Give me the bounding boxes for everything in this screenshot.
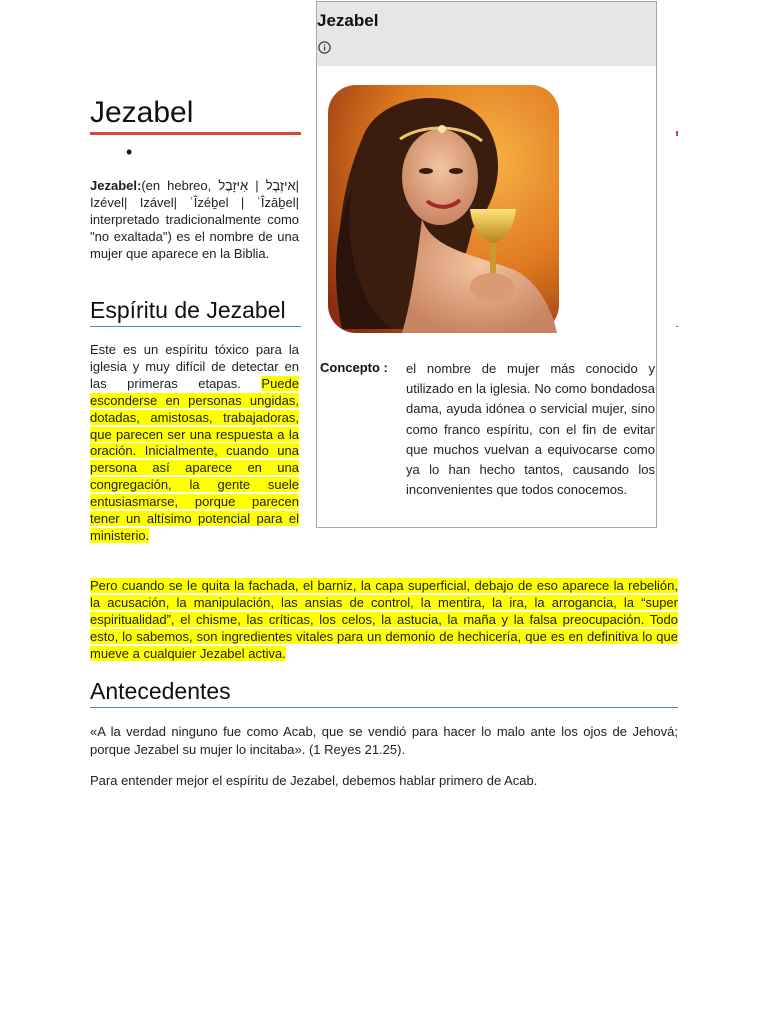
quote-paragraph: «A la verdad ninguno fue como Acab, que se vendió para hacer lo malo ante los ojos de Jehová; porque Jezabel su mujer lo incitaba». (1 Reyes 21.25).	[90, 724, 678, 757]
edge-mark	[676, 131, 678, 136]
fachada-highlighted-text: Pero cuando se le quita la fachada, el barniz, la capa superficial, debajo de eso aparece la rebelión, la acusación, la manipulación, las ansias de control, la mentira, la ira, la arrogancia, la “super espiritualidad”, el chisme, las críticas, los celos, la astucia, la maña y la falsa preocupación. Todo esto, lo sabemos, son ingredientes vitales para un demonio de hechicería, que es en definitiva lo que mueve a cualquier Jezabel activa.	[90, 578, 678, 661]
info-circle-icon[interactable]	[318, 41, 331, 54]
bullet-marker: •	[126, 142, 133, 162]
infobox-header	[317, 2, 656, 66]
espiritu-highlighted-text: Puede esconderse en personas ungidas, dotadas, amistosas, trabajadoras, que parecen ser una respuesta a la oración. Inicialmente, cuando una persona así aparece en una congregación, la gente suele entusiasmarse, porque parecen tener un altísimo potencial para el ministerio.	[90, 375, 299, 543]
concept-label: Concepto :	[320, 360, 388, 375]
title-rule	[90, 132, 301, 135]
infobox	[316, 1, 657, 528]
section-heading-espiritu: Espíritu de Jezabel	[90, 297, 286, 323]
acab-paragraph: Para entender mejor el espíritu de Jezabel, debemos hablar primero de Acab.	[90, 773, 538, 788]
intro-paragraph	[90, 178, 299, 263]
concept-text: el nombre de mujer más conocido y utilizado en la iglesia. No como bondadosa dama, ayuda idónea o servicial mujer, sino como franco espíritu, con el fin de evitar que muchos vuelvan a equivocarse como ya lo han hecho tantos, causando los inconvenientes que todos conocemos.	[406, 361, 655, 498]
page-title: Jezabel	[90, 96, 194, 129]
heading-rule	[90, 326, 301, 327]
espiritu-text: Este es un espíritu tóxico para la iglesia y muy difícil de detectar en las primeras etapas.	[90, 342, 299, 391]
intro-text: (en hebreo, איזֶבֶל | אִיזָבֶל| Izével| Izável| ʾÎzéḇel | ʾÎzāḇel| interpretado tradicionalmente como "no exaltada") es el nombre de una mujer que aparece en la Biblia.	[90, 178, 299, 261]
espiritu-paragraph	[90, 342, 299, 545]
portrait-image	[322, 79, 565, 335]
edge-mark	[676, 326, 678, 327]
infobox-title: Jezabel	[317, 11, 379, 30]
fachada-paragraph	[90, 577, 678, 662]
intro-term: Jezabel:	[90, 178, 142, 193]
section-heading-antecedentes: Antecedentes	[90, 678, 231, 704]
heading-rule	[90, 707, 678, 708]
